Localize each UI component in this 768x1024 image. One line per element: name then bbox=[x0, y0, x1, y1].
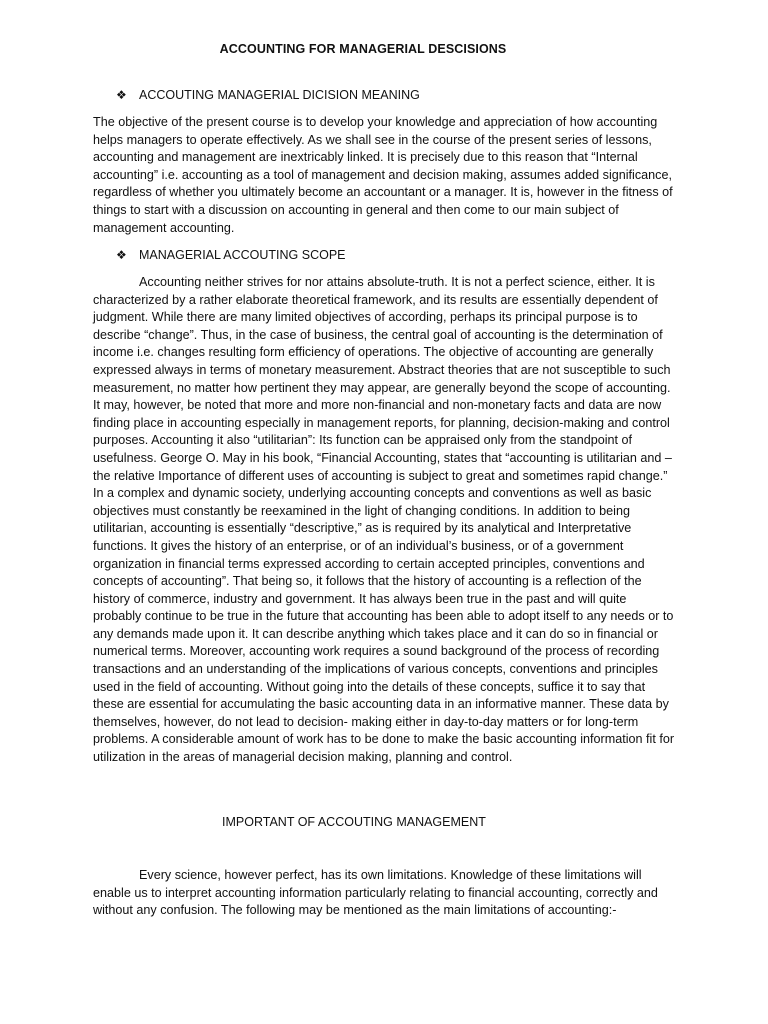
diamond-bullet-icon: ❖ bbox=[116, 88, 127, 102]
section-heading-meaning bbox=[116, 88, 420, 102]
diamond-bullet-icon: ❖ bbox=[116, 248, 127, 262]
section-heading-label: MANAGERIAL ACCOUTING SCOPE bbox=[139, 248, 346, 262]
paragraph-meaning: The objective of the present course is to develop your knowledge and appreciation of how accounting helps managers to operate effectively. As we shall see in the course of the present series of lessons, accounting and management are inextricably linked. It is precisely due to this reason that “Internal accounting” i.e. accounting as a tool of management and decision making, assumes added significance, regardless of whether you ultimately become an accountant or a manager. It is, however in the fitness of things to start with a discussion on accounting in general and then come to our main subject of management accounting. bbox=[93, 115, 673, 235]
paragraph-importance: Every science, however perfect, has its own limitations. Knowledge of these limitations will enable us to interpret accounting information particularly relating to financial accounting, correctly and without any confusion. The following may be mentioned as the main limitations of accounting:- bbox=[93, 868, 658, 918]
section-heading-label: ACCOUTING MANAGERIAL DICISION MEANING bbox=[139, 88, 420, 102]
section-heading-scope bbox=[116, 248, 346, 262]
paragraph-scope: Accounting neither strives for nor attains absolute-truth. It is not a perfect science, either. It is characterized by a rather elaborate theoretical framework, and its results are essentially dependent of judgment. While there are many limited objectives of according, perhaps its principal purpose is to describe “change”. Thus, in the case of business, the central goal of accounting is the determination of income i.e. changes resulting form efficiency of operations. The objective of accounting are generally expressed always in terms of monetary measurement. Abstract theories that are not susceptible to such measurement, no matter how pertinent they may appear, are generally beyond the scope of accounting. It may, however, be noted that more and more non-financial and non-monetary facts and data are now finding place in accounting especially in management reports, for planning, decision-making and control purposes. Accounting it also “utilitarian”: Its function can be appraised only from the standpoint of usefulness. George O. May in his book, “Financial Accounting, states that “accounting is utilitarian and – the relative Importance of different uses of accounting is subject to great and sometimes rapid change.” In a complex and dynamic society, underlying accounting concepts and conventions as well as basic objectives must constantly be reexamined in the light of changing conditions. In addition to being utilitarian, accounting is essentially “descriptive,” as is required by its analytical and Interpretative functions. It gives the history of an enterprise, or of an individual’s business, or of a government organization in financial terms expressed according to certain accepted principles, conventions and concepts of accounting”. That being so, it follows that the history of accounting is a reflection of the history of commerce, industry and government. It has always been true in the past and will quite probably continue to be true in the future that accounting has been able to adopt itself to any needs or to any demands made upon it. It can describe anything which takes place and it can do so in financial or numerical terms. Moreover, accounting work requires a sound background of the process of recording transactions and an understanding of the implications of various concepts, conventions and principles used in the field of accounting. Without going into the details of these concepts, suffice it to say that these are essential for accumulating the basic accounting data in an informative manner. These data by themselves, however, do not lead to decision- making either in day-to-day matters or for long-term problems. A considerable amount of work has to be done to make the basic accounting information fit for utilization in the areas of managerial decision making, planning and control. bbox=[93, 275, 675, 765]
section-heading-importance: IMPORTANT OF ACCOUTING MANAGEMENT bbox=[222, 815, 486, 829]
document-title: ACCOUNTING FOR MANAGERIAL DESCISIONS bbox=[219, 42, 507, 56]
